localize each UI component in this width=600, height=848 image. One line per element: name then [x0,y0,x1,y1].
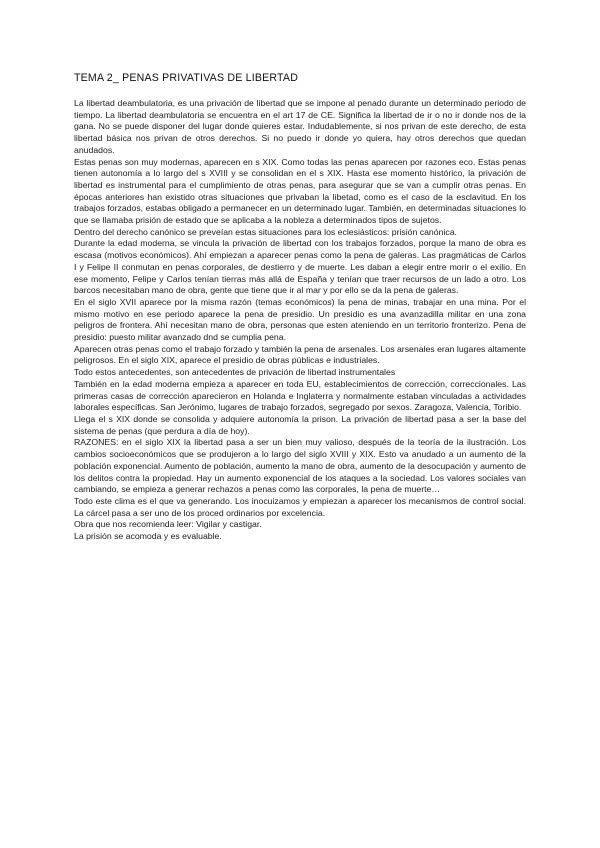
paragraph: RAZONES: en el siglo XIX la libertad pasa a ser un bien muy valioso, después de la teoría de la ilustración. Los cambios socioeconómicos que se produjeron a lo largo del siglo XVIII y XIX. Esto va anudado a un aumento de la población exponencial. Aumento de población, aumento la mano de obra, aumento de la desocupación y aumento de los delitos contra la propiedad. Hay un aumento exponencial de los ataques a la sociedad. Los valores sociales van cambiando, se empieza a generar rechazos a penas como las corporales, la pena de muerte… [74,437,526,495]
paragraph: Dentro del derecho canónico se preveían estas situaciones para los eclesiásticos: prisión canónica. [74,226,457,237]
paragraph: Todo estos antecedentes, son antecedentes de privación de libertad instrumentales [74,367,396,378]
paragraph: La prisión se acomoda y es evaluable. [74,531,222,542]
paragraph: También en la edad moderna empieza a aparecer en toda EU, establecimientos de corrección, correccionales. Las primeras casas de corrección aparecieron en Holanda e Inglaterra y normalmente estaban vinculadas a actividades laborales específicas. San Jerónimo, lugares de trabajo forzados, segregado por sexos. Zaragoza, Valencia, Toribio. [74,378,526,413]
paragraph: Estas penas son muy modernas, aparecen en s XIX. Como todas las penas aparecen por razones eco. Estas penas tienen autonomía a lo largo del s XVIII y se consolidan en el s XIX. Hasta ese momento histórico, la privación de libertad es instrumental para el cumplimiento de otras penas, para asegurar que se van a cumplir otras penas. En épocas anteriores han existido otras situaciones que privaban la libetad, como es el caso de la esclavitud. En los trabajos forzados, estabas obligado a permanecer en un determinado lugar. También, en determinadas situaciones lo que se llamaba prisión de estado que se aplicaba a la nobleza a determinados tipos de sujetos. [74,156,526,226]
paragraph: La libertad deambulatoria, es una privación de libertad que se impone al penado durante un determinado periodo de tiempo. La libertad deambulatoria se encuentra en el art 17 de CE. Significa la libertad de ir o no ir donde nos de la gana. No se puede disponer del lugar donde quieres estar. Indudablemente, si nos privan de este derecho, de esta libertad básica nos privan de otros derechos. Si no puedo ir donde yo quiera, hay otros derechos que quedan anudados. [74,98,526,155]
paragraph: En el siglo XVII aparece por la misma razón (temas económicos) la pena de minas, trabajar en una mina. Por el mismo motivo en ese periodo aparece la pena de presidio. Un presidio es una avanzadilla militar en una zona peligros de frontera. Ahí necesitan mano de obra, personas que esten ateniendo en un territorio fronterizo. Pena de presidio: puesto militar avanzado dnd se cumplia pena. [74,296,526,343]
document-body [74,98,526,543]
paragraph: Durante la edad moderna, se vincula la privación de libertad con los trabajos forzados, porque la mano de obra es escasa (motivos económicos). Ahí empiezan a aparecer penas como la pena de galeras. Las pragmáticas de Carlos I y Felipe II conmutan en penas corporales, de destierro y de muerte. Les daban a elegir entre morir o el exilio. En ese momento, Felipe y Carlos tenían tierras más allá de España y tenían que traer recursos de un lado a otro. Los barcos necesitaban mano de obra, gente que tiene que ir al mar y por ello se da la pena de galeras. [74,238,526,296]
paragraph: Obra que nos recomienda leer: Vigilar y castigar. [74,519,262,530]
document-title: TEMA 2_ PENAS PRIVATIVAS DE LIBERTAD [74,72,299,84]
paragraph: Todo este clima es el que va generando. Los inocuizamos y empiezan a aparecer los mecanismos de control social. La cárcel pasa a ser uno de los proced ordinarios por excelencia. [74,495,526,518]
paragraph: Llega el s XIX donde se consolida y adquiere autonomía la prison. La privación de libertad pasa a ser la base del sistema de penas (que perdura a día de hoy). [74,413,526,436]
paragraph: Aparecen otras penas como el trabajo forzado y también la pena de arsenales. Los arsenales eran lugares altamente peligrosos. En el siglo XIX, aparece el presidio de obras públicas e industriales. [74,343,526,366]
